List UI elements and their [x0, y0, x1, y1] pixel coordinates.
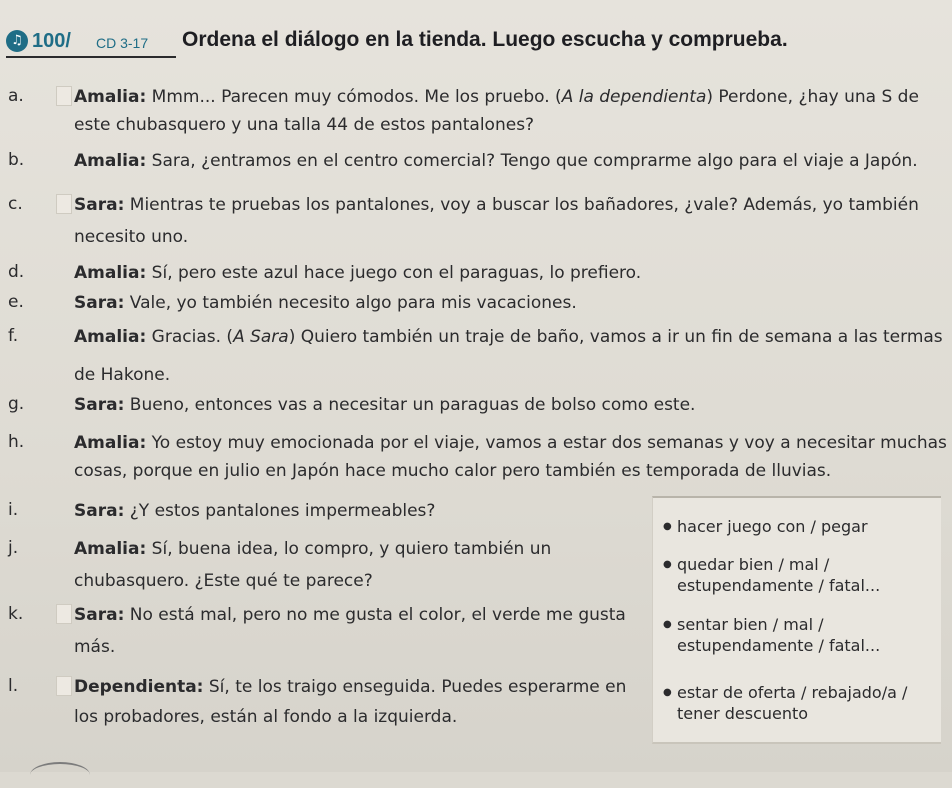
dialogue-line: [74, 394, 695, 416]
speaker-name: Amalia:: [74, 263, 147, 283]
line-text: Sí, buena idea, lo compro, y quiero también un: [146, 539, 552, 559]
stage-direction: A Sara: [233, 327, 289, 347]
dialogue-line: [74, 326, 943, 348]
item-letter: i.: [8, 500, 19, 520]
dialogue-line-cont: más.: [74, 637, 116, 657]
speaker-name: Sara:: [74, 605, 125, 625]
line-text: Sara, ¿entramos en el centro comercial? Tengo que comprarme algo para el viaje a Japón.: [146, 151, 918, 171]
item-letter: e.: [8, 292, 24, 312]
bullet-icon: ●: [663, 687, 672, 698]
dialogue-line: [74, 150, 918, 172]
line-text: Vale, yo también necesito algo para mis vacaciones.: [124, 293, 577, 313]
line-text: Sí, pero este azul hace juego con el paraguas, lo prefiero.: [146, 263, 642, 283]
item-letter: g.: [8, 394, 25, 414]
headphones-icon[interactable]: ♫: [6, 30, 28, 52]
dialogue-line: [74, 432, 947, 454]
speaker-name: Amalia:: [74, 433, 147, 453]
dialogue-line: [74, 500, 435, 522]
answer-box[interactable]: [56, 604, 72, 624]
line-text: No está mal, pero no me gusta el color, el verde me gusta: [124, 605, 626, 625]
phrase-text: estar de oferta / rebajado/a /: [677, 683, 908, 702]
line-text: ) Perdone, ¿hay una S de: [706, 87, 919, 107]
answer-box[interactable]: [56, 676, 72, 696]
dialogue-line: [74, 86, 919, 108]
bullet-icon: ●: [663, 619, 672, 630]
item-letter: j.: [8, 538, 19, 558]
exercise-header: [6, 6, 946, 50]
item-letter: c.: [8, 194, 23, 214]
phrase-text: estupendamente / fatal...: [677, 636, 881, 655]
useful-phrases-box: [652, 496, 941, 744]
speaker-name: Sara:: [74, 501, 125, 521]
item-letter: k.: [8, 604, 24, 624]
bullet-icon: ●: [663, 521, 672, 532]
phrase-text: estupendamente / fatal...: [677, 576, 881, 595]
item-letter: h.: [8, 432, 25, 452]
item-letter: a.: [8, 86, 24, 106]
dialogue-line-cont: cosas, porque en julio en Japón hace mucho calor pero también es temporada de lluvias.: [74, 461, 832, 481]
speaker-name: Amalia:: [74, 327, 147, 347]
track-cd: CD 3-17: [96, 35, 149, 51]
item-letter: d.: [8, 262, 25, 282]
dialogue-line: [74, 292, 577, 314]
header-underline: [6, 56, 176, 58]
dialogue-line-cont: de Hakone.: [74, 365, 171, 385]
speaker-name: Sara:: [74, 395, 125, 415]
speaker-name: Sara:: [74, 195, 125, 215]
line-text: Gracias. (: [146, 327, 234, 347]
dialogue-line: [74, 194, 919, 216]
dialogue-line-cont: chubasquero. ¿Este qué te parece?: [74, 571, 373, 591]
dialogue-line: [74, 262, 641, 284]
bullet-icon: ●: [663, 559, 672, 570]
item-letter: f.: [8, 326, 19, 346]
dialogue-line: [74, 676, 626, 698]
stage-direction: A la dependienta: [561, 87, 707, 107]
speaker-name: Amalia:: [74, 151, 147, 171]
line-text: Bueno, entonces vas a necesitar un paraguas de bolso como este.: [124, 395, 696, 415]
phrase-item: [663, 682, 907, 724]
line-text: Yo estoy muy emocionada por el viaje, vamos a estar dos semanas y voy a necesitar muchas: [146, 433, 947, 453]
dialogue-line-cont: necesito uno.: [74, 227, 189, 247]
line-text: Mmm... Parecen muy cómodos. Me los pruebo. (: [146, 87, 562, 107]
phrase-text: hacer juego con / pegar: [677, 517, 868, 536]
speaker-name: Amalia:: [74, 87, 147, 107]
speaker-name: Dependienta:: [74, 677, 204, 697]
line-text: Sí, te los traigo enseguida. Puedes esperarme en: [203, 677, 627, 697]
dialogue-line-cont: los probadores, están al fondo a la izquierda.: [74, 707, 458, 727]
phrase-text: sentar bien / mal /: [677, 615, 824, 634]
dialogue-line-cont: este chubasquero y una talla 44 de estos pantalones?: [74, 115, 535, 135]
dialogue-line: [74, 604, 626, 626]
phrase-text: tener descuento: [677, 704, 809, 723]
phrase-item: [663, 554, 880, 596]
track-number: 100/: [32, 30, 71, 52]
decorative-arc: [30, 762, 90, 788]
item-letter: b.: [8, 150, 25, 170]
speaker-name: Sara:: [74, 293, 125, 313]
answer-box[interactable]: [56, 86, 72, 106]
phrase-text: quedar bien / mal /: [677, 555, 830, 574]
line-text: ¿Y estos pantalones impermeables?: [124, 501, 436, 521]
answer-box[interactable]: [56, 194, 72, 214]
line-text: ) Quiero también un traje de baño, vamos a ir un fin de semana a las termas: [288, 327, 943, 347]
item-letter: l.: [8, 676, 19, 696]
line-text: Mientras te pruebas los pantalones, voy a buscar los bañadores, ¿vale? Además, yo también: [124, 195, 919, 215]
speaker-name: Amalia:: [74, 539, 147, 559]
exercise-instruction: Ordena el diálogo en la tienda. Luego escucha y comprueba.: [182, 28, 788, 51]
phrase-item: [663, 516, 868, 537]
dialogue-line: [74, 538, 551, 560]
phrase-item: [663, 614, 880, 656]
